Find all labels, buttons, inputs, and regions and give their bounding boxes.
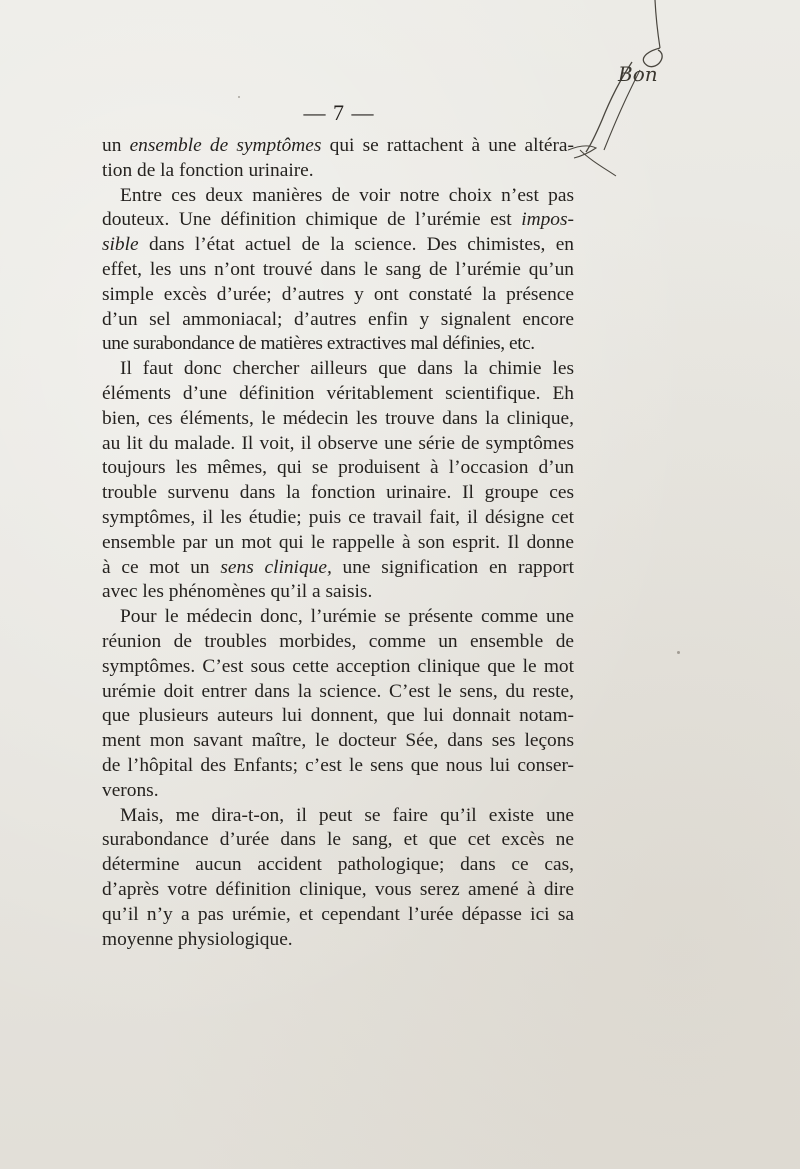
text-line [102,729,574,754]
text-line [102,531,574,556]
text-line [102,258,574,283]
body-text [102,134,574,952]
text-line [102,332,574,357]
text-line [102,828,574,853]
text-line [102,853,574,878]
text-line [102,804,574,829]
text-line [102,928,574,953]
text-line [102,308,574,333]
text-segment: surabondance d’urée dans le sang, et que cet excès ne [102,829,574,851]
paper-speck [238,96,240,98]
text-segment: bien, ces éléments, le médecin les trouve dans la clinique, [102,407,574,429]
margin-note: Bon [618,62,658,86]
pen-stroke-icon [560,0,720,190]
text-line [102,506,574,531]
text-line [102,556,574,581]
text-segment: tion de la fonction urinaire. [102,159,314,181]
text-line [102,605,574,630]
text-line [102,704,574,729]
italic-text: ensemble de symptômes [129,135,322,156]
text-line [102,680,574,705]
text-line [102,233,574,258]
text-line [102,878,574,903]
text-segment: détermine aucun accident pathologique; dans ce cas, [102,854,574,876]
text-segment: au lit du malade. Il voit, il observe une série de symptômes [102,432,574,454]
text-segment: qu’il n’y a pas urémie, et cependant l’urée dépasse ici sa [102,903,574,925]
text-line [102,903,574,928]
text-line [102,456,574,481]
text-segment: Pour le médecin donc, l’urémie se présente comme une [120,606,574,628]
text-line [102,382,574,407]
text-line [102,407,574,432]
text-segment: symptômes. C’est sous cette acception clinique que le mot [102,655,574,677]
text-segment: ment mon savant maître, le docteur Sée, dans ses leçons [102,730,574,752]
italic-text: impos- [521,209,574,231]
paper-speck [677,651,680,654]
text-segment: d’un sel ammoniacal; d’autres enfin y signalent encore [102,308,574,330]
text-segment: simple excès d’urée; d’autres y ont constaté la présence [102,283,574,305]
text-segment: un [102,135,130,156]
text-line [102,283,574,308]
text-segment: à ce mot un [102,556,221,578]
italic-text: sible [102,234,139,256]
text-line [102,184,574,209]
text-segment: toujours les mêmes, qui se produisent à l’occasion d’un [102,457,574,479]
text-segment: urémie doit entrer dans la science. C’est le sens, du reste, [102,680,574,702]
italic-text: sens clinique, [220,556,332,578]
text-line [102,481,574,506]
text-segment: trouble survenu dans la fonction urinaire. Il groupe ces [102,482,574,504]
text-line [102,208,574,233]
text-segment: Entre ces deux manières de voir notre choix n’est pas [120,184,574,206]
handwritten-annotation [560,0,720,190]
text-segment: d’après votre définition clinique, vous serez amené à dire [102,878,574,900]
text-segment: réunion de troubles morbides, comme un ensemble de [102,630,574,652]
text-line [102,134,574,159]
text-segment: dans l’état actuel de la science. Des chimistes, en [138,234,574,256]
text-segment: une surabondance de matières extractives mal définies, etc. [102,333,535,355]
text-line [102,754,574,779]
text-line [102,655,574,680]
text-line [102,580,574,605]
text-line [102,159,574,184]
text-line [102,779,574,804]
text-segment: ensemble par un mot qui le rappelle à son esprit. Il donne [102,531,574,553]
text-line [102,630,574,655]
text-segment: effet, les uns n’ont trouvé dans le sang de l’urémie qu’un [102,258,574,280]
text-segment: éléments d’une définition véritablement scientifique. Eh [102,382,574,404]
text-segment: verons. [102,779,159,801]
text-segment: qui se rattachent à une altéra- [321,135,574,156]
page-number: — 7 — [303,100,375,125]
text-segment: douteux. Une définition chimique de l’urémie est [102,209,522,231]
text-segment: avec les phénomènes qu’il a saisis. [102,581,373,603]
text-segment: Mais, me dira-t-on, il peut se faire qu’il existe une [120,804,574,826]
text-segment: symptômes, il les étudie; puis ce travail fait, il désigne cet [102,506,574,528]
text-line [102,357,574,382]
text-segment: une signification en rapport [331,556,574,578]
text-line [102,432,574,457]
text-segment: moyenne physiologique. [102,928,293,950]
text-segment: de l’hôpital des Enfants; c’est le sens que nous lui conser- [102,754,574,776]
text-segment: Il faut donc chercher ailleurs que dans la chimie les [120,358,574,380]
text-segment: que plusieurs auteurs lui donnent, que lui donnait notam- [102,705,574,727]
